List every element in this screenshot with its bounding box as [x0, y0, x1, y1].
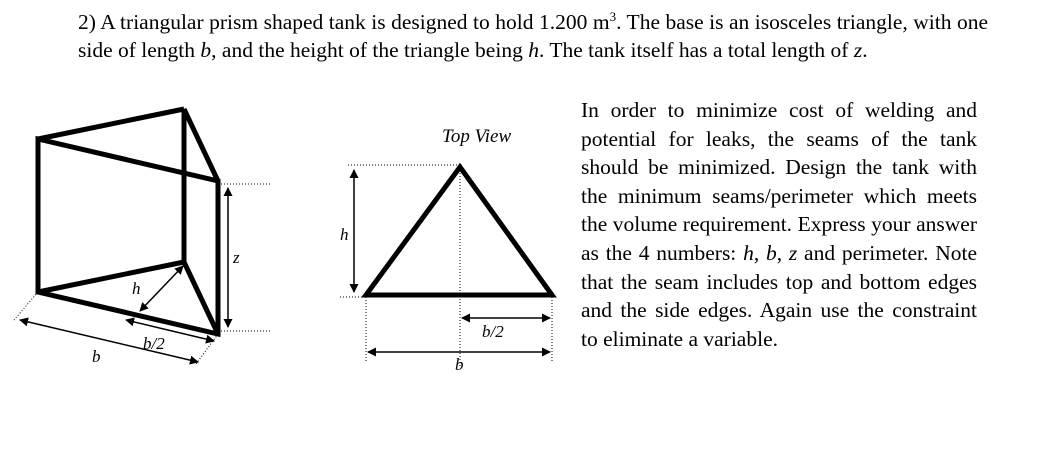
prism-label-h: h: [132, 279, 141, 298]
var-b: b: [200, 38, 212, 62]
prism-right-slant-bottom: [184, 262, 218, 334]
top-view-label-h: h: [340, 225, 349, 244]
volume-exponent: 3: [609, 8, 617, 24]
prism-label-b-half: b/2: [143, 334, 165, 353]
var-h: h: [528, 38, 539, 62]
prism-3d-drawing: [14, 109, 272, 366]
var-z: z: [853, 38, 863, 62]
instructions-paragraph: [581, 96, 977, 353]
prism-top-edge: [38, 109, 184, 139]
instructions-text-2: and perimeter. Note that the seam includes top and bottom edges and the side edges. Again use the constraint to eliminate a variable.: [581, 240, 977, 351]
problem-statement: [78, 8, 988, 64]
top-view-triangle: [366, 167, 552, 295]
answer-var-b: b: [765, 240, 777, 265]
prism-right-slant-top: [184, 109, 218, 181]
problem-text-1: A triangular prism shaped tank is designed to hold 1.200 m: [95, 10, 610, 34]
top-view-label-b: b: [455, 355, 464, 374]
problem-number: 2): [78, 10, 96, 34]
diagram-figure: [0, 90, 575, 390]
answer-var-h: h: [743, 240, 754, 265]
answer-var-z: z: [788, 240, 798, 265]
prism-b-extension-left: [14, 292, 38, 320]
prism-b-dimension-arrow: [20, 320, 198, 362]
problem-text-2: . The base is an isosceles triangle, with one side of length: [78, 10, 988, 62]
prism-label-z: z: [233, 248, 240, 267]
top-view-label-b-half: b/2: [482, 322, 504, 341]
top-view-drawing: [340, 126, 552, 374]
prism-label-b: b: [92, 347, 101, 366]
top-view-title: Top View: [442, 126, 512, 147]
problem-text-4: . The tank itself has a total length of: [538, 38, 854, 62]
problem-text-3: , and the height of the triangle being: [211, 38, 529, 62]
prism-front-face: [38, 139, 218, 334]
problem-text-5: .: [862, 38, 868, 62]
prism-h-dimension-arrow: [140, 266, 183, 311]
instructions-sep-1: ,: [753, 240, 766, 265]
instructions-sep-2: ,: [776, 240, 789, 265]
instructions-text-1: In order to minimize cost of welding and potential for leaks, the seams of the tank should be minimized. Design the tank with the minimum seams/perimeter which meets the volume requirement. Express your answer as the 4 numbers:: [581, 98, 977, 265]
prism-b-extension-right: [196, 334, 218, 364]
